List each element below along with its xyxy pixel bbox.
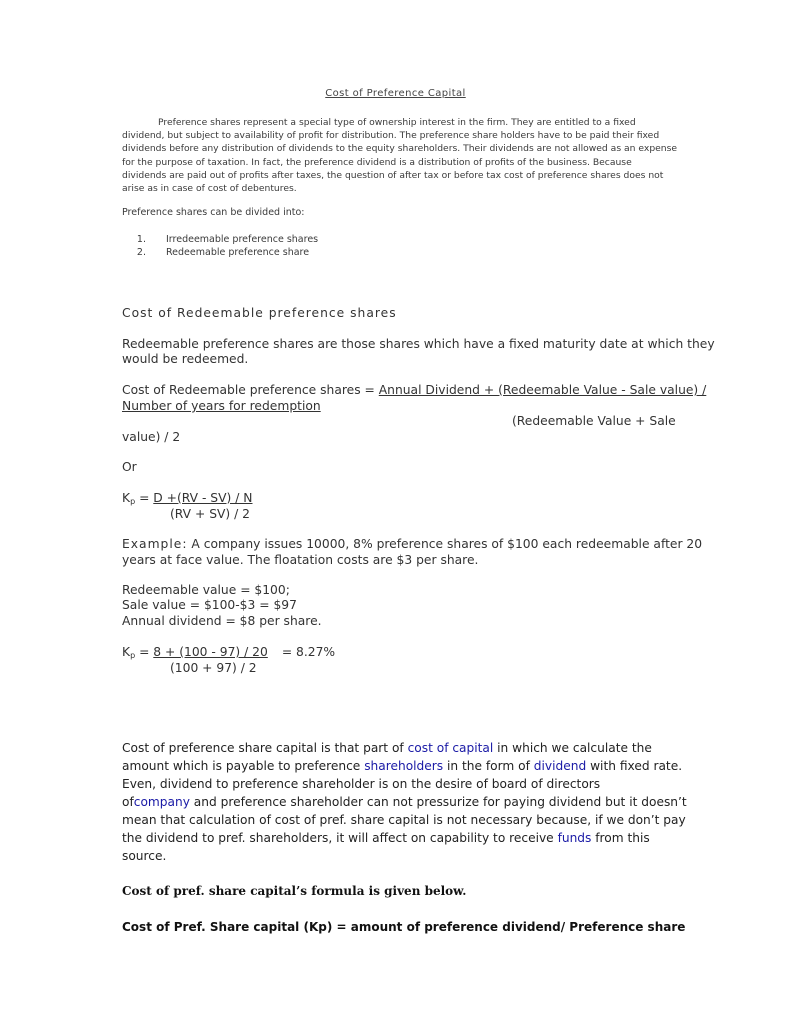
paragraph-line xyxy=(122,739,682,757)
text-segment: mean that calculation of cost of pref. share capital is not necessary because, if we don’t pay xyxy=(122,813,686,827)
intro-paragraph-line: Preference shares represent a special type of ownership interest in the firm. They are entitled to a fixed xyxy=(158,117,636,128)
definition-line: Redeemable preference shares are those shares which have a fixed maturity date at which they xyxy=(122,337,715,351)
definition-line: would be redeemed. xyxy=(122,352,249,366)
paragraph-line xyxy=(122,757,682,775)
formula-line xyxy=(122,383,706,397)
paragraph-line xyxy=(122,793,687,811)
paragraph-line xyxy=(122,829,682,847)
paragraph-line xyxy=(122,775,682,793)
intro-paragraph-line: dividends before any distribution of dividends to the equity shareholders. Their dividends are not allowed as an expense xyxy=(122,143,678,155)
kp-equals: = xyxy=(135,645,154,659)
kp-numerator: D +(RV - SV) / N xyxy=(153,491,253,505)
text-segment: in which we calculate the xyxy=(493,741,652,755)
kp-subscript: p xyxy=(130,651,136,660)
link-shareholders[interactable]: shareholders xyxy=(364,759,444,773)
formula-denominator-cont: value) / 2 xyxy=(122,430,181,444)
formula-intro: Cost of pref. share capital’s formula is given below. xyxy=(122,884,467,898)
formula-denominator: (Redeemable Value + Sale xyxy=(512,414,676,428)
formula-numerator-cont: Number of years for redemption xyxy=(122,399,321,413)
kp-formula xyxy=(122,491,252,506)
text-segment: source. xyxy=(122,849,167,863)
link-dividend[interactable]: dividend xyxy=(533,759,587,773)
kp-calculation xyxy=(122,645,335,660)
given-line: Sale value = $100-$3 = $97 xyxy=(122,598,297,612)
text-segment: from this xyxy=(591,831,650,845)
example-line xyxy=(122,537,702,551)
list-item xyxy=(122,234,318,245)
kp-equals: = xyxy=(135,491,154,505)
formula-numerator: Annual Dividend + (Redeemable Value - Sale value) / xyxy=(378,383,707,397)
intro-paragraph-line: for the purpose of taxation. In fact, the preference dividend is a distribution of profits of the business. Because xyxy=(122,156,632,168)
text-segment: with fixed rate. xyxy=(586,759,683,773)
section-heading: Cost of Redeemable preference shares xyxy=(122,306,397,320)
given-line: Redeemable value = $100; xyxy=(122,583,290,597)
text-segment: Even, dividend to preference shareholder is on the desire of board of directors xyxy=(122,777,601,791)
text-segment: in the form of xyxy=(443,759,534,773)
text-segment: Cost of preference share capital is that part of xyxy=(122,741,408,755)
cost-description-paragraph xyxy=(122,739,687,865)
example-text: A company issues 10000, 8% preference shares of $100 each redeemable after 20 xyxy=(187,537,703,551)
kp-denominator: (RV + SV) / 2 xyxy=(170,507,251,521)
text-segment: amount which is payable to preference xyxy=(122,759,365,773)
link-funds[interactable]: funds xyxy=(557,831,592,845)
page-title: Cost of Preference Capital xyxy=(325,88,466,99)
intro-paragraph-line: dividends are paid out of profits after taxes, the question of after tax or before tax cost of preference shares does not xyxy=(122,169,664,181)
intro-paragraph xyxy=(122,116,682,195)
list-item-text: Redeemable preference share xyxy=(166,247,310,258)
formula-statement: Cost of Pref. Share capital (Kp) = amount of preference dividend/ Preference share xyxy=(122,920,686,934)
example-line: years at face value. The floatation costs are $3 per share. xyxy=(122,553,479,567)
formula-prefix: Cost of Redeemable preference shares = xyxy=(122,383,379,397)
or-label: Or xyxy=(122,460,137,474)
calc-numerator: 8 + (100 - 97) / 20 xyxy=(153,645,268,659)
link-company[interactable]: company xyxy=(133,795,190,809)
text-segment: of xyxy=(122,795,134,809)
intro-list-lead: Preference shares can be divided into: xyxy=(122,207,305,218)
list-number: 1. xyxy=(136,234,146,245)
given-line: Annual dividend = $8 per share. xyxy=(122,614,322,628)
list-item xyxy=(122,247,309,258)
paragraph-line xyxy=(122,811,686,829)
intro-paragraph-line: dividend, but subject to availability of profit for distribution. The preference share holders have to be paid their fixed xyxy=(122,130,660,142)
kp-subscript: p xyxy=(130,497,136,506)
list-item-text: Irredeemable preference shares xyxy=(166,234,319,245)
link-cost-of-capital[interactable]: cost of capital xyxy=(407,741,494,755)
list-number: 2. xyxy=(136,247,146,258)
calc-denominator: (100 + 97) / 2 xyxy=(170,661,257,675)
kp-symbol: K xyxy=(122,645,131,659)
kp-symbol: K xyxy=(122,491,131,505)
example-label: Example: xyxy=(122,537,188,551)
text-segment: and preference shareholder can not pressurize for paying dividend but it doesn’t xyxy=(189,795,687,809)
paragraph-line xyxy=(122,847,682,865)
calc-result: = 8.27% xyxy=(281,645,336,659)
text-segment: the dividend to pref. shareholders, it will affect on capability to receive xyxy=(122,831,558,845)
intro-paragraph-line: arise as in case of cost of debentures. xyxy=(122,183,297,195)
